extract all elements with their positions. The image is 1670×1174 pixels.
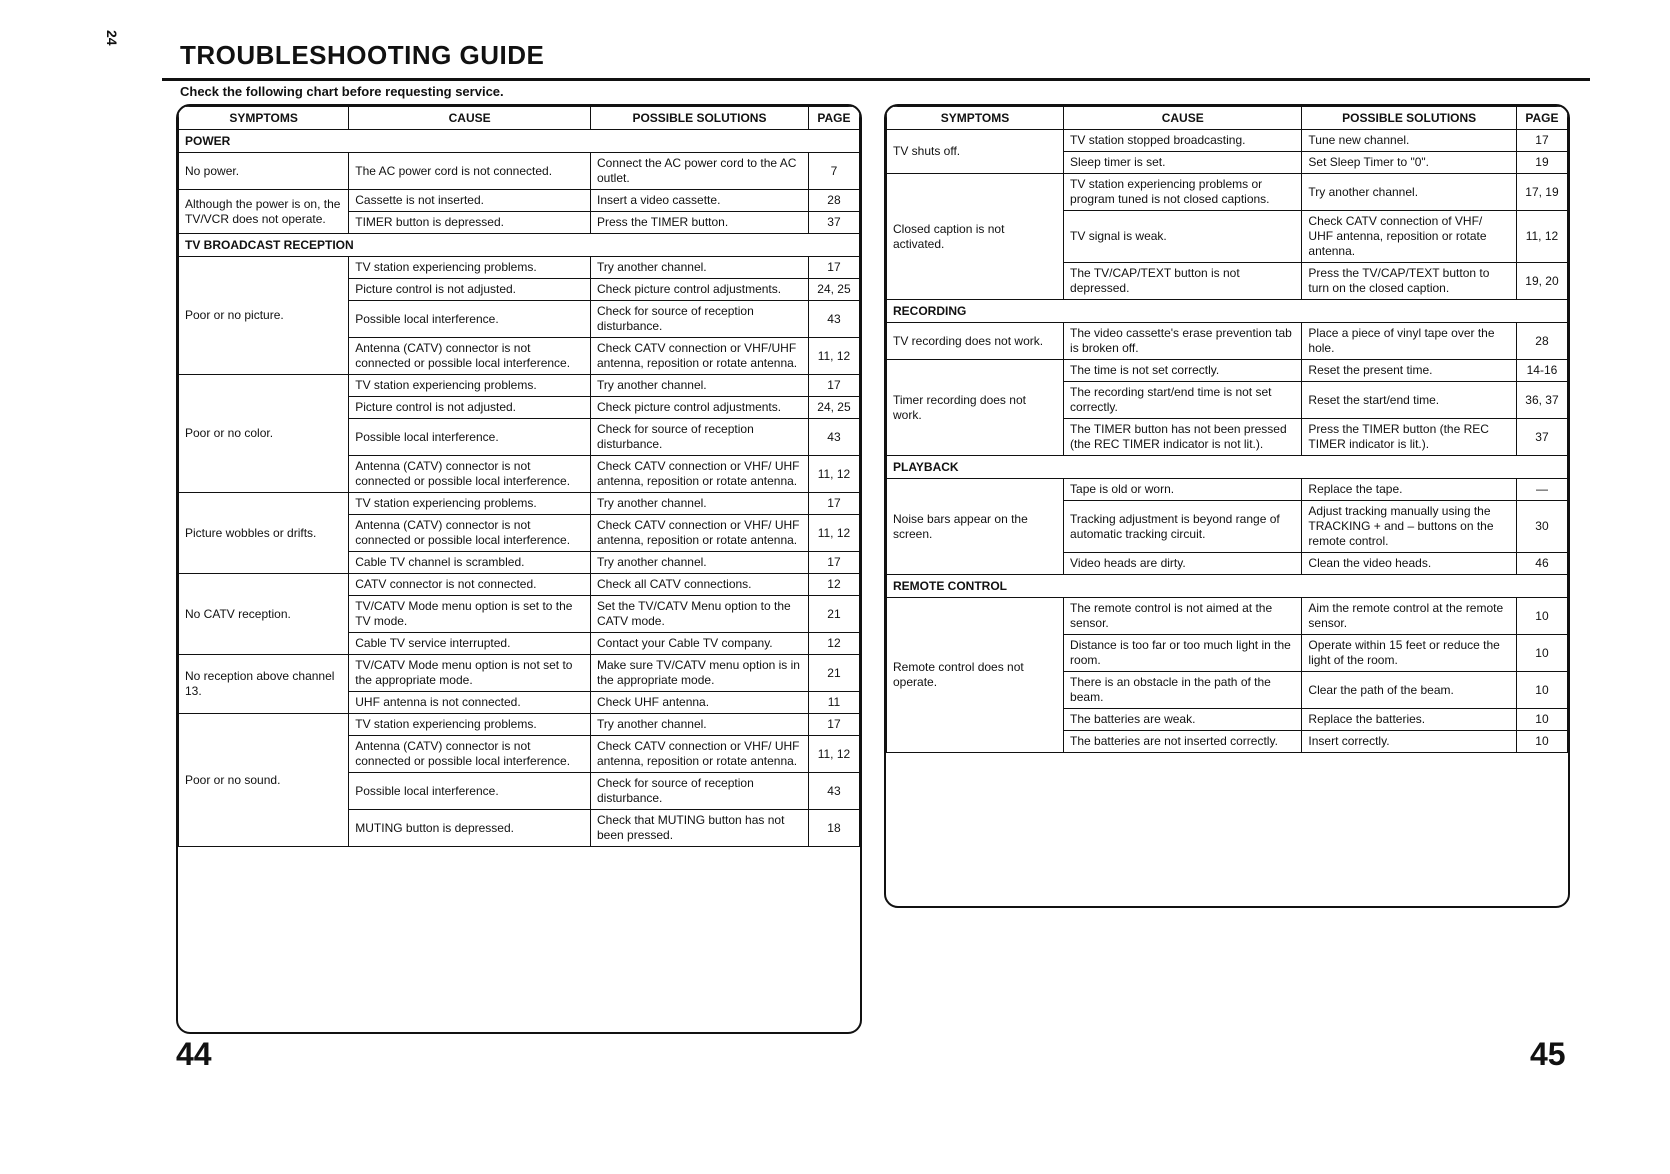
cause-cell: The video cassette's erase prevention tab is broken off. (1064, 323, 1302, 360)
cause-cell: TV signal is weak. (1064, 211, 1302, 263)
section-header: TV BROADCAST RECEPTION (179, 234, 860, 257)
cause-cell: Possible local interference. (349, 773, 591, 810)
header-symptoms: SYMPTOMS (887, 107, 1064, 130)
cause-cell: Possible local interference. (349, 301, 591, 338)
cause-cell: Sleep timer is set. (1064, 152, 1302, 174)
solution-cell: Check for source of reception disturbance. (591, 773, 809, 810)
solution-cell: Try another channel. (1302, 174, 1517, 211)
page-cell: 21 (808, 655, 859, 692)
table-row (179, 493, 860, 515)
cause-cell: Cable TV channel is scrambled. (349, 552, 591, 574)
symptom-cell: Noise bars appear on the screen. (887, 479, 1064, 575)
table-row (887, 479, 1568, 501)
solution-cell: Check picture control adjustments. (591, 279, 809, 301)
solution-cell: Press the TIMER button (the REC TIMER indicator is lit.). (1302, 419, 1517, 456)
section-row (887, 300, 1568, 323)
header-cause: CAUSE (349, 107, 591, 130)
solution-cell: Set Sleep Timer to "0". (1302, 152, 1517, 174)
page-cell: 10 (1516, 635, 1567, 672)
page-cell: 18 (808, 810, 859, 847)
cause-cell: There is an obstacle in the path of the beam. (1064, 672, 1302, 709)
page-number-left: 44 (176, 1036, 212, 1072)
header-row (179, 107, 860, 130)
table-row (887, 598, 1568, 635)
page-cell: 12 (808, 574, 859, 596)
page-cell: 43 (808, 419, 859, 456)
symptom-cell: Closed caption is not activated. (887, 174, 1064, 300)
solution-cell: Check CATV connection or VHF/ UHF antenna, reposition or rotate antenna. (591, 515, 809, 552)
page-cell: 10 (1516, 731, 1567, 753)
page-cell: 21 (808, 596, 859, 633)
cause-cell: The remote control is not aimed at the sensor. (1064, 598, 1302, 635)
cause-cell: Antenna (CATV) connector is not connected or possible local interference. (349, 515, 591, 552)
side-page-number: 24 (104, 30, 120, 46)
header-symptoms: SYMPTOMS (179, 107, 349, 130)
cause-cell: Antenna (CATV) connector is not connected or possible local interference. (349, 456, 591, 493)
title-rule (162, 78, 1590, 81)
solution-cell: Operate within 15 feet or reduce the light of the room. (1302, 635, 1517, 672)
page-cell: 11, 12 (808, 515, 859, 552)
section-header: RECORDING (887, 300, 1568, 323)
solution-cell: Try another channel. (591, 257, 809, 279)
cause-cell: TV station experiencing problems. (349, 375, 591, 397)
solution-cell: Tune new channel. (1302, 130, 1517, 152)
solution-cell: Check CATV connection or VHF/ UHF antenna, reposition or rotate antenna. (591, 736, 809, 773)
page-cell: 19, 20 (1516, 263, 1567, 300)
symptom-cell: No reception above channel 13. (179, 655, 349, 714)
solution-cell: Check CATV connection or VHF/ UHF antenna, reposition or rotate antenna. (591, 456, 809, 493)
header-cause: CAUSE (1064, 107, 1302, 130)
section-header: REMOTE CONTROL (887, 575, 1568, 598)
solution-cell: Press the TV/CAP/TEXT button to turn on the closed caption. (1302, 263, 1517, 300)
header-solutions: POSSIBLE SOLUTIONS (1302, 107, 1517, 130)
page-cell: 17 (808, 493, 859, 515)
page-cell: 43 (808, 773, 859, 810)
solution-cell: Insert a video cassette. (591, 190, 809, 212)
right-table-body (887, 130, 1568, 753)
solution-cell: Check for source of reception disturbance. (591, 419, 809, 456)
symptom-cell: Poor or no color. (179, 375, 349, 493)
cause-cell: Antenna (CATV) connector is not connected or possible local interference. (349, 736, 591, 773)
table-row (179, 655, 860, 692)
left-table-panel (176, 104, 862, 1034)
solution-cell: Set the TV/CATV Menu option to the CATV mode. (591, 596, 809, 633)
cause-cell: TV station experiencing problems. (349, 493, 591, 515)
solution-cell: Place a piece of vinyl tape over the hole. (1302, 323, 1517, 360)
cause-cell: UHF antenna is not connected. (349, 692, 591, 714)
cause-cell: The recording start/end time is not set correctly. (1064, 382, 1302, 419)
cause-cell: Tracking adjustment is beyond range of automatic tracking circuit. (1064, 501, 1302, 553)
solution-cell: Check all CATV connections. (591, 574, 809, 596)
right-troubleshooting-table (886, 106, 1568, 753)
page-cell: 30 (1516, 501, 1567, 553)
page-cell: 28 (1516, 323, 1567, 360)
page-cell: 46 (1516, 553, 1567, 575)
solution-cell: Try another channel. (591, 552, 809, 574)
page-cell: — (1516, 479, 1567, 501)
table-row (179, 375, 860, 397)
symptom-cell: No power. (179, 153, 349, 190)
solution-cell: Try another channel. (591, 375, 809, 397)
symptom-cell: Picture wobbles or drifts. (179, 493, 349, 574)
solution-cell: Try another channel. (591, 714, 809, 736)
page-cell: 11 (808, 692, 859, 714)
solution-cell: Reset the start/end time. (1302, 382, 1517, 419)
cause-cell: TV/CATV Mode menu option is not set to the appropriate mode. (349, 655, 591, 692)
table-row (179, 714, 860, 736)
cause-cell: Antenna (CATV) connector is not connected or possible local interference. (349, 338, 591, 375)
page-subtitle: Check the following chart before requesting service. (180, 84, 504, 99)
cause-cell: TV station experiencing problems. (349, 714, 591, 736)
symptom-cell: Timer recording does not work. (887, 360, 1064, 456)
solution-cell: Aim the remote control at the remote sensor. (1302, 598, 1517, 635)
page-cell: 36, 37 (1516, 382, 1567, 419)
symptom-cell: No CATV reception. (179, 574, 349, 655)
header-page: PAGE (1516, 107, 1567, 130)
table-row (887, 174, 1568, 211)
solution-cell: Press the TIMER button. (591, 212, 809, 234)
page-cell: 12 (808, 633, 859, 655)
section-header: PLAYBACK (887, 456, 1568, 479)
page-cell: 43 (808, 301, 859, 338)
page-cell: 11, 12 (808, 456, 859, 493)
table-row (179, 257, 860, 279)
cause-cell: The TIMER button has not been pressed (the REC TIMER indicator is not lit.). (1064, 419, 1302, 456)
solution-cell: Check that MUTING button has not been pressed. (591, 810, 809, 847)
page-cell: 28 (808, 190, 859, 212)
solution-cell: Check CATV connection or VHF/UHF antenna, reposition or rotate antenna. (591, 338, 809, 375)
page-cell: 10 (1516, 598, 1567, 635)
page-number-right: 45 (1530, 1036, 1566, 1072)
page-cell: 37 (1516, 419, 1567, 456)
cause-cell: TV station experiencing problems or program tuned is not closed captions. (1064, 174, 1302, 211)
cause-cell: TV/CATV Mode menu option is set to the TV mode. (349, 596, 591, 633)
solution-cell: Contact your Cable TV company. (591, 633, 809, 655)
symptom-cell: TV recording does not work. (887, 323, 1064, 360)
page-cell: 19 (1516, 152, 1567, 174)
cause-cell: The time is not set correctly. (1064, 360, 1302, 382)
page-cell: 10 (1516, 709, 1567, 731)
page-cell: 17 (1516, 130, 1567, 152)
table-row (887, 360, 1568, 382)
page-cell: 7 (808, 153, 859, 190)
cause-cell: Tape is old or worn. (1064, 479, 1302, 501)
page-cell: 17 (808, 714, 859, 736)
section-header: POWER (179, 130, 860, 153)
cause-cell: The TV/CAP/TEXT button is not depressed. (1064, 263, 1302, 300)
section-row (179, 234, 860, 257)
cause-cell: CATV connector is not connected. (349, 574, 591, 596)
cause-cell: TIMER button is depressed. (349, 212, 591, 234)
solution-cell: Clean the video heads. (1302, 553, 1517, 575)
symptom-cell: TV shuts off. (887, 130, 1064, 174)
header-row (887, 107, 1568, 130)
cause-cell: Picture control is not adjusted. (349, 279, 591, 301)
cause-cell: TV station stopped broadcasting. (1064, 130, 1302, 152)
solution-cell: Reset the present time. (1302, 360, 1517, 382)
solution-cell: Adjust tracking manually using the TRACKING + and – buttons on the remote control. (1302, 501, 1517, 553)
symptom-cell: Remote control does not operate. (887, 598, 1064, 753)
page-cell: 11, 12 (808, 736, 859, 773)
page-cell: 17 (808, 375, 859, 397)
solution-cell: Make sure TV/CATV menu option is in the appropriate mode. (591, 655, 809, 692)
right-table-panel (884, 104, 1570, 908)
cause-cell: MUTING button is depressed. (349, 810, 591, 847)
page-cell: 24, 25 (808, 279, 859, 301)
page-cell: 37 (808, 212, 859, 234)
page-cell: 17, 19 (1516, 174, 1567, 211)
section-row (887, 575, 1568, 598)
table-row (179, 190, 860, 212)
solution-cell: Clear the path of the beam. (1302, 672, 1517, 709)
section-row (179, 130, 860, 153)
cause-cell: The batteries are weak. (1064, 709, 1302, 731)
cause-cell: Picture control is not adjusted. (349, 397, 591, 419)
page-cell: 11, 12 (1516, 211, 1567, 263)
page-title: TROUBLESHOOTING GUIDE (180, 40, 545, 70)
solution-cell: Check CATV connection of VHF/ UHF antenna, reposition or rotate antenna. (1302, 211, 1517, 263)
page-cell: 11, 12 (808, 338, 859, 375)
table-row (179, 153, 860, 190)
header-solutions: POSSIBLE SOLUTIONS (591, 107, 809, 130)
solution-cell: Check picture control adjustments. (591, 397, 809, 419)
solution-cell: Connect the AC power cord to the AC outlet. (591, 153, 809, 190)
solution-cell: Replace the batteries. (1302, 709, 1517, 731)
solution-cell: Try another channel. (591, 493, 809, 515)
solution-cell: Check for source of reception disturbance. (591, 301, 809, 338)
cause-cell: Possible local interference. (349, 419, 591, 456)
page-cell: 17 (808, 257, 859, 279)
cause-cell: Cassette is not inserted. (349, 190, 591, 212)
table-row (179, 574, 860, 596)
page-cell: 10 (1516, 672, 1567, 709)
page-cell: 17 (808, 552, 859, 574)
symptom-cell: Poor or no sound. (179, 714, 349, 847)
solution-cell: Insert correctly. (1302, 731, 1517, 753)
table-row (887, 323, 1568, 360)
left-table-body (179, 130, 860, 847)
cause-cell: Cable TV service interrupted. (349, 633, 591, 655)
table-row (887, 130, 1568, 152)
header-page: PAGE (808, 107, 859, 130)
left-troubleshooting-table (178, 106, 860, 847)
section-row (887, 456, 1568, 479)
page-cell: 14-16 (1516, 360, 1567, 382)
cause-cell: Distance is too far or too much light in the room. (1064, 635, 1302, 672)
solution-cell: Check UHF antenna. (591, 692, 809, 714)
symptom-cell: Although the power is on, the TV/VCR does not operate. (179, 190, 349, 234)
cause-cell: The batteries are not inserted correctly. (1064, 731, 1302, 753)
symptom-cell: Poor or no picture. (179, 257, 349, 375)
solution-cell: Replace the tape. (1302, 479, 1517, 501)
cause-cell: Video heads are dirty. (1064, 553, 1302, 575)
cause-cell: The AC power cord is not connected. (349, 153, 591, 190)
cause-cell: TV station experiencing problems. (349, 257, 591, 279)
page-cell: 24, 25 (808, 397, 859, 419)
